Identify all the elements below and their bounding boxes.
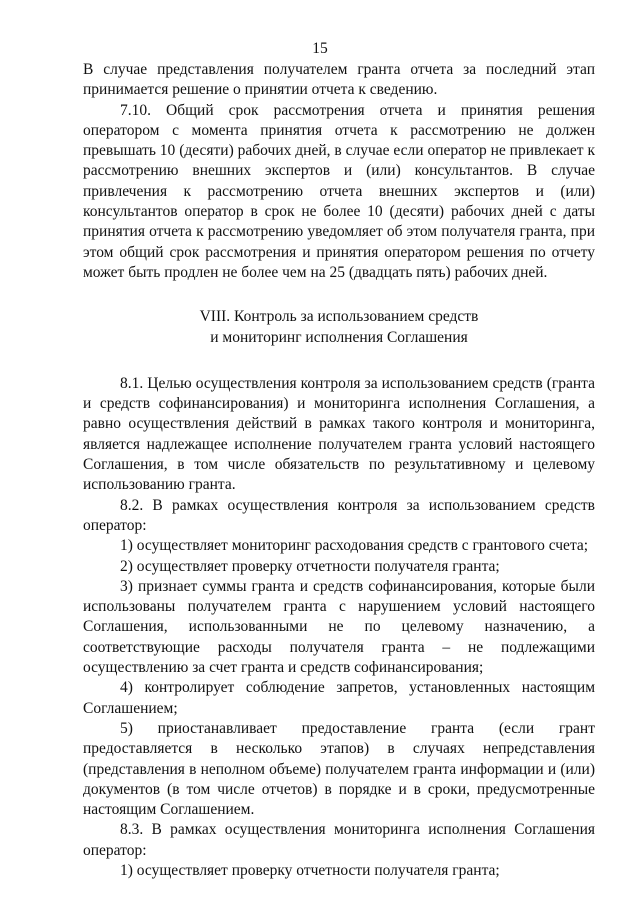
paragraph-8-1: 8.1. Целью осуществления контроля за использованием средств (гранта и средств софинансирования) и мониторинга исполнения Соглашения, а равно осуществления действий в рамках такого контроля и мониторинга, является надлежащее исполнение получателем гранта условий настоящего Соглашения, в том числе обязательств по результативному и целевому использованию гранта. [83,374,595,494]
document-body [83,60,595,881]
paragraph-8-3: 8.3. В рамках осуществления мониторинга исполнения Соглашения оператор: [83,821,595,859]
list-item: 4) контролирует соблюдение запретов, установленных настоящим Соглашением; [83,679,595,717]
section-heading-line-1: VIII. Контроль за использованием средств [199,308,479,326]
list-item: 1) осуществляет мониторинг расходования средств с грантового счета; [120,537,589,555]
paragraph: В случае представления получателем гранта отчета за последний этап принимается решение о принятии отчета к сведению. [83,61,595,99]
page-number: 15 [312,40,328,57]
list-item: 2) осуществляет проверку отчетности получателя гранта; [120,557,500,575]
list-item: 1) осуществляет проверку отчетности получателя гранта; [120,861,500,879]
paragraph-8-2: 8.2. В рамках осуществления контроля за использованием средств оператор: [83,496,595,534]
section-heading-line-2: и мониторинг исполнения Соглашения [210,328,468,346]
paragraph-7-10: 7.10. Общий срок рассмотрения отчета и принятия решения оператором с момента принятия отчета к рассмотрению не должен превышать 10 (десяти) рабочих дней, в случае если оператор не привлекает к рассмотрению внешних экспертов и (или) консультантов. В случае привлечения к рассмотрению отчета внешних экспертов и (или) консультантов оператор в срок не более 10 (десяти) рабочих дней с даты принятия отчета к рассмотрению уведомляет об этом получателя гранта, при этом общий срок рассмотрения и принятия оператором решения по отчету может быть продлен не более чем на 25 (двадцать пять) рабочих дней. [83,101,595,281]
list-item: 3) признает суммы гранта и средств софинансирования, которые были использованы получателем гранта с нарушением условий настоящего Соглашения, использованными не по целевому назначению, а соответствующие расходы получателя гранта – не подлежащими осуществлению за счет гранта и средств софинансирования; [83,577,595,677]
section-heading [83,307,595,348]
list-item: 5) приостанавливает предоставление гранта (если грант предоставляется в несколько этапов) в случаях непредставления (представления в неполном объеме) получателем гранта информации и (или) документов (в том числе отчетов) в порядке и в сроки, предусмотренные настоящим Соглашением. [83,719,595,819]
